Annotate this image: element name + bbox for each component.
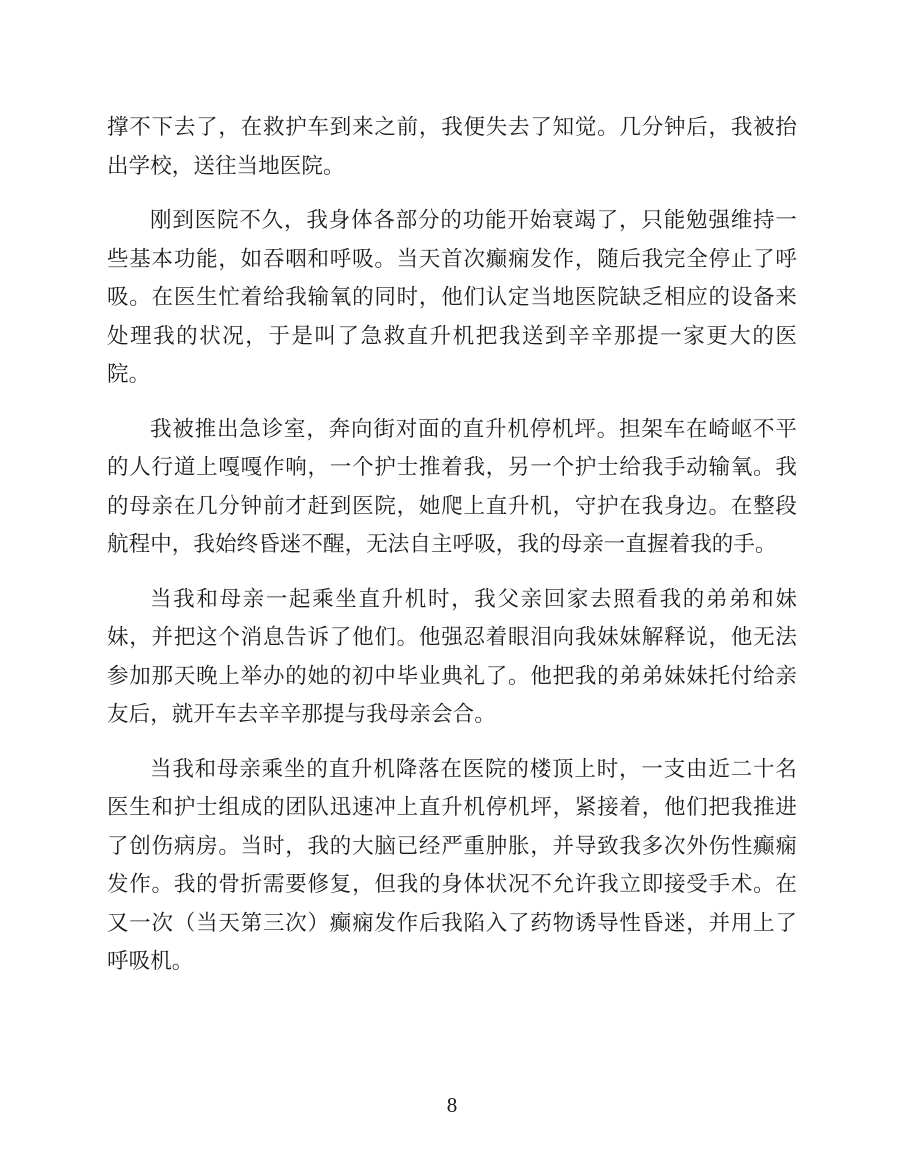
page-number: 8	[446, 1093, 458, 1117]
paragraph-2: 刚到医院不久，我身体各部分的功能开始衰竭了，只能勉强维持一些基本功能，如吞咽和呼吸。当天首次癫痫发作，随后我完全停止了呼吸。在医生忙着给我输氧的同时，他们认定当地医院缺乏相应的设备来处理我的状况，于是叫了急救直升机把我送到辛辛那提一家更大的医院。	[107, 208, 797, 387]
body-text	[107, 109, 797, 998]
paragraph-5: 当我和母亲乘坐的直升机降落在医院的楼顶上时，一支由近二十名医生和护士组成的团队迅速冲上直升机停机坪，紧接着，他们把我推进了创伤病房。当时，我的大脑已经严重肿胀，并导致我多次外伤性癫痫发作。我的骨折需要修复，但我的身体状况不允许我立即接受手术。在又一次（当天第三次）癫痫发作后我陷入了药物诱导性昏迷，并用上了呼吸机。	[107, 756, 797, 974]
paragraph-3: 我被推出急诊室，奔向街对面的直升机停机坪。担架车在崎岖不平的人行道上嘎嘎作响，一个护士推着我，另一个护士给我手动输氧。我的母亲在几分钟前才赶到医院，她爬上直升机，守护在我身边。在整段航程中，我始终昏迷不醒，无法自主呼吸，我的母亲一直握着我的手。	[107, 416, 797, 557]
paragraph-1: 撑不下去了，在救护车到来之前，我便失去了知觉。几分钟后，我被抬出学校，送往当地医院。	[107, 115, 797, 179]
paragraph-4: 当我和母亲一起乘坐直升机时，我父亲回家去照看我的弟弟和妹妹，并把这个消息告诉了他们。他强忍着眼泪向我妹妹解释说，他无法参加那天晚上举办的她的初中毕业典礼了。他把我的弟弟妹妹托付给亲友后，就开车去辛辛那提与我母亲会合。	[107, 586, 797, 727]
